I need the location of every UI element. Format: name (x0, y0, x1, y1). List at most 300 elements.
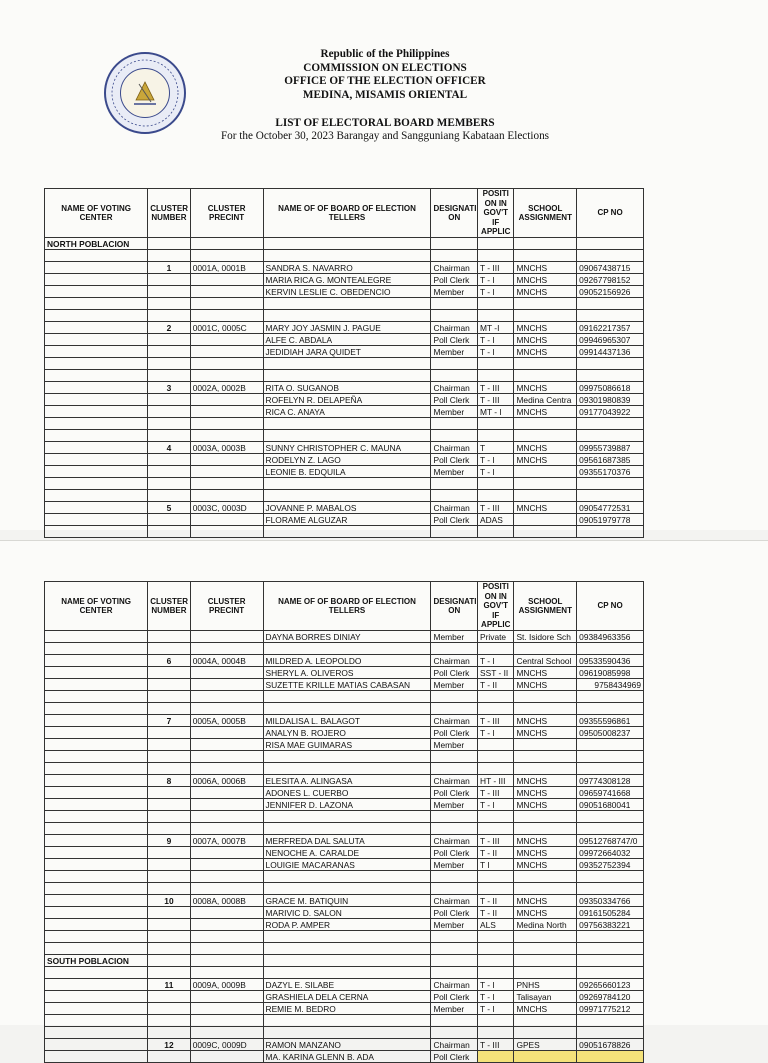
cell-cluster-number (148, 907, 190, 919)
cell-cluster-number (148, 526, 190, 538)
cell-cp-no: 09355170376 (577, 466, 644, 478)
cell-voting-center (45, 871, 148, 883)
cell-cluster-precint (190, 703, 263, 715)
cell-cluster-precint (190, 787, 263, 799)
cell-cp-no (577, 871, 644, 883)
cell-cp-no (577, 763, 644, 775)
cell-voting-center (45, 526, 148, 538)
cell-position: T - I (478, 346, 514, 358)
cell-cluster-precint (190, 526, 263, 538)
header-cp-no: CP NO (577, 582, 644, 631)
cell-designation (431, 418, 478, 430)
cell-school (514, 943, 577, 955)
cell-designation: Chairman (431, 715, 478, 727)
cell-teller-name (263, 823, 431, 835)
cell-school: MNCHS (514, 382, 577, 394)
cell-cp-no (577, 418, 644, 430)
cell-cluster-number (148, 991, 190, 1003)
spacer-row (45, 943, 644, 955)
cell-designation: Member (431, 919, 478, 931)
cell-cluster-number (148, 1051, 190, 1063)
spacer-row (45, 1027, 644, 1039)
cell-designation (431, 643, 478, 655)
header-position: POSITI ON IN GOV'T IF APPLIC (478, 582, 514, 631)
cell-school (514, 358, 577, 370)
cell-cluster-number (148, 514, 190, 526)
cell-voting-center (45, 310, 148, 322)
cell-cluster-number (148, 667, 190, 679)
cell-cp-no: 09265660123 (577, 979, 644, 991)
cell-teller-name: LEONIE B. EDQUILA (263, 466, 431, 478)
cell-designation: Chairman (431, 895, 478, 907)
cell-teller-name (263, 370, 431, 382)
cell-teller-name: RODELYN Z. LAGO (263, 454, 431, 466)
cell-cluster-number (148, 943, 190, 955)
cell-school (514, 823, 577, 835)
cell-designation (431, 871, 478, 883)
cell-position (478, 883, 514, 895)
cell-cluster-number (148, 454, 190, 466)
cell-school (514, 310, 577, 322)
cell-cluster-precint (190, 823, 263, 835)
cell-designation (431, 751, 478, 763)
cell-cluster-precint (190, 310, 263, 322)
cell-voting-center (45, 655, 148, 667)
cell-designation: Poll Clerk (431, 727, 478, 739)
cell-cluster-number (148, 739, 190, 751)
cell-school: MNCHS (514, 406, 577, 418)
cell-designation: Member (431, 799, 478, 811)
cell-cluster-precint (190, 931, 263, 943)
cell-position: SST - II (478, 667, 514, 679)
spacer-row (45, 298, 644, 310)
cell-voting-center (45, 478, 148, 490)
header-designation: DESIGNATI ON (431, 582, 478, 631)
member-row (45, 346, 644, 358)
header-tellers: NAME OF OF BOARD OF ELECTION TELLERS (263, 189, 431, 238)
cell-school (514, 871, 577, 883)
cell-cp-no (577, 298, 644, 310)
cell-cluster-number (148, 631, 190, 643)
cell-school: Central School (514, 655, 577, 667)
cell-voting-center (45, 502, 148, 514)
cell-position (478, 943, 514, 955)
cell-designation (431, 691, 478, 703)
cell-cluster-precint (190, 514, 263, 526)
cell-cluster-precint (190, 430, 263, 442)
cell-cp-no: 09659741668 (577, 787, 644, 799)
cell-designation (431, 526, 478, 538)
cell-voting-center (45, 406, 148, 418)
cell-school (514, 490, 577, 502)
cell-position: T - I (478, 799, 514, 811)
cell-cluster-number (148, 406, 190, 418)
cell-cluster-number (148, 859, 190, 871)
cell-cluster-precint: 0001A, 0001B (190, 262, 263, 274)
cell-cluster-number (148, 919, 190, 931)
cell-school (514, 739, 577, 751)
cell-designation (431, 490, 478, 502)
spacer-row (45, 811, 644, 823)
cell-designation (431, 967, 478, 979)
cell-school (514, 883, 577, 895)
cell-voting-center (45, 943, 148, 955)
cell-designation (431, 238, 478, 250)
member-row (45, 442, 644, 454)
cell-cp-no: 09067438715 (577, 262, 644, 274)
cell-position (478, 643, 514, 655)
cell-school (514, 955, 577, 967)
cell-cluster-precint (190, 691, 263, 703)
cell-school (514, 811, 577, 823)
cell-designation: Poll Clerk (431, 991, 478, 1003)
cell-voting-center (45, 991, 148, 1003)
cell-cluster-number: 9 (148, 835, 190, 847)
cell-cluster-number (148, 478, 190, 490)
cell-voting-center (45, 442, 148, 454)
cell-cluster-number (148, 871, 190, 883)
member-row (45, 727, 644, 739)
cell-teller-name: RODA P. AMPER (263, 919, 431, 931)
cell-cluster-number (148, 370, 190, 382)
cell-cluster-precint (190, 490, 263, 502)
cell-cp-no (577, 1051, 644, 1063)
cell-cp-no: 09971775212 (577, 1003, 644, 1015)
cell-school (514, 967, 577, 979)
header-school-assignment: SCHOOL ASSIGNMENT (514, 582, 577, 631)
cell-teller-name: GRACE M. BATIQUIN (263, 895, 431, 907)
cell-cluster-number (148, 823, 190, 835)
cell-teller-name (263, 490, 431, 502)
cell-cluster-number: 8 (148, 775, 190, 787)
cell-designation (431, 931, 478, 943)
cell-teller-name: ADONES L. CUERBO (263, 787, 431, 799)
cell-cp-no (577, 478, 644, 490)
cell-teller-name (263, 238, 431, 250)
cell-designation: Poll Clerk (431, 454, 478, 466)
cell-teller-name (263, 955, 431, 967)
cell-cp-no (577, 1027, 644, 1039)
cell-teller-name: RITA O. SUGANOB (263, 382, 431, 394)
cell-cluster-number (148, 310, 190, 322)
cell-designation (431, 298, 478, 310)
cell-cluster-precint (190, 418, 263, 430)
cell-cluster-number (148, 703, 190, 715)
cell-cp-no: 09269784120 (577, 991, 644, 1003)
cell-designation (431, 943, 478, 955)
header-cluster-precint: CLUSTER PRECINT (190, 582, 263, 631)
cell-designation: Chairman (431, 835, 478, 847)
cell-cluster-precint (190, 250, 263, 262)
cell-position: Private (478, 631, 514, 643)
cell-teller-name: DAYNA BORRES DINIAY (263, 631, 431, 643)
header-cluster-precint: CLUSTER PRECINT (190, 189, 263, 238)
cell-designation: Member (431, 679, 478, 691)
cell-cluster-precint (190, 859, 263, 871)
cell-cp-no: 09955739887 (577, 442, 644, 454)
cell-voting-center: SOUTH POBLACION (45, 955, 148, 967)
cell-teller-name (263, 418, 431, 430)
cell-cp-no (577, 691, 644, 703)
cell-voting-center (45, 418, 148, 430)
cell-teller-name: RICA C. ANAYA (263, 406, 431, 418)
cell-cp-no: 09619085998 (577, 667, 644, 679)
cell-cluster-number: 5 (148, 502, 190, 514)
header-cluster-number: CLUSTER NUMBER (148, 582, 190, 631)
cell-cp-no (577, 526, 644, 538)
cell-voting-center (45, 679, 148, 691)
cell-cluster-precint (190, 727, 263, 739)
cell-voting-center (45, 490, 148, 502)
cell-cluster-precint (190, 871, 263, 883)
cell-position (478, 811, 514, 823)
cell-cluster-precint (190, 466, 263, 478)
cell-voting-center (45, 835, 148, 847)
cell-position: T - I (478, 466, 514, 478)
cell-designation (431, 430, 478, 442)
cell-voting-center (45, 823, 148, 835)
cell-school: MNCHS (514, 454, 577, 466)
cell-cp-no (577, 490, 644, 502)
cell-cluster-number: 11 (148, 979, 190, 991)
cell-position (478, 703, 514, 715)
letterhead-line-2: COMMISSION ON ELECTIONS (303, 61, 467, 74)
cell-cluster-number (148, 430, 190, 442)
cell-teller-name (263, 298, 431, 310)
header-cp-no: CP NO (577, 189, 644, 238)
member-row (45, 655, 644, 667)
letterhead-line-3: OFFICE OF THE ELECTION OFFICER (284, 75, 486, 87)
cell-cluster-precint (190, 811, 263, 823)
spacer-row (45, 763, 644, 775)
cell-position: T - III (478, 394, 514, 406)
cell-teller-name: JENNIFER D. LAZONA (263, 799, 431, 811)
cell-cluster-precint: 0004A, 0004B (190, 655, 263, 667)
cell-cluster-precint (190, 739, 263, 751)
cell-school: MNCHS (514, 502, 577, 514)
cell-cluster-precint (190, 1015, 263, 1027)
cell-teller-name (263, 643, 431, 655)
member-row (45, 262, 644, 274)
cell-cp-no: 09756383221 (577, 919, 644, 931)
cell-position: T I (478, 859, 514, 871)
cell-voting-center (45, 358, 148, 370)
cell-cluster-precint (190, 907, 263, 919)
member-row (45, 454, 644, 466)
cell-cp-no: 09355596861 (577, 715, 644, 727)
member-row (45, 322, 644, 334)
cell-cluster-number (148, 346, 190, 358)
cell-cluster-number: 6 (148, 655, 190, 667)
cell-cluster-precint: 0001C, 0005C (190, 322, 263, 334)
cell-cluster-precint: 0007A, 0007B (190, 835, 263, 847)
cell-cluster-number (148, 763, 190, 775)
cell-cluster-number (148, 643, 190, 655)
spacer-row (45, 871, 644, 883)
member-row (45, 847, 644, 859)
cell-cp-no: 09561687385 (577, 454, 644, 466)
cell-school: MNCHS (514, 727, 577, 739)
cell-teller-name (263, 1015, 431, 1027)
area-row (45, 955, 644, 967)
cell-cluster-number (148, 799, 190, 811)
cell-school (514, 238, 577, 250)
cell-cp-no: 09914437136 (577, 346, 644, 358)
cell-designation: Chairman (431, 1039, 478, 1051)
cell-cluster-precint (190, 799, 263, 811)
cell-voting-center (45, 1051, 148, 1063)
cell-voting-center (45, 394, 148, 406)
cell-designation: Poll Clerk (431, 394, 478, 406)
cell-cp-no (577, 370, 644, 382)
header-position: POSITI ON IN GOV'T IF APPLIC (478, 189, 514, 238)
cell-cluster-precint (190, 454, 263, 466)
cell-cp-no: 09533590436 (577, 655, 644, 667)
cell-cp-no (577, 811, 644, 823)
member-row (45, 799, 644, 811)
cell-position: T - III (478, 1039, 514, 1051)
cell-school (514, 691, 577, 703)
cell-school: MNCHS (514, 442, 577, 454)
cell-school (514, 526, 577, 538)
cell-voting-center (45, 775, 148, 787)
cell-voting-center (45, 883, 148, 895)
cell-voting-center (45, 262, 148, 274)
cell-voting-center (45, 250, 148, 262)
cell-cluster-precint (190, 478, 263, 490)
cell-cluster-number: 1 (148, 262, 190, 274)
cell-voting-center (45, 895, 148, 907)
cell-voting-center (45, 847, 148, 859)
document-title-block (120, 117, 650, 143)
cell-designation: Chairman (431, 322, 478, 334)
cell-designation (431, 370, 478, 382)
header-tellers: NAME OF OF BOARD OF ELECTION TELLERS (263, 582, 431, 631)
cell-voting-center (45, 286, 148, 298)
cell-teller-name: LOUIGIE MACARANAS (263, 859, 431, 871)
cell-cp-no: 09267798152 (577, 274, 644, 286)
cell-position (478, 526, 514, 538)
spacer-row (45, 358, 644, 370)
cell-voting-center: NORTH POBLACION (45, 238, 148, 250)
cell-school: MNCHS (514, 835, 577, 847)
cell-cluster-number (148, 490, 190, 502)
cell-position: T - I (478, 454, 514, 466)
cell-cp-no (577, 739, 644, 751)
cell-voting-center (45, 274, 148, 286)
cell-cluster-number (148, 787, 190, 799)
cell-cp-no (577, 643, 644, 655)
cell-teller-name: FLORAME ALGUZAR (263, 514, 431, 526)
cell-voting-center (45, 382, 148, 394)
spacer-row (45, 418, 644, 430)
cell-position (478, 238, 514, 250)
cell-position: T - I (478, 334, 514, 346)
cell-voting-center (45, 715, 148, 727)
document-subtitle: For the October 30, 2023 Barangay and Sangguniang Kabataan Elections (220, 130, 550, 142)
cell-cluster-number (148, 1003, 190, 1015)
cell-position (478, 478, 514, 490)
letterhead-line-1: Republic of the Philippines (320, 48, 450, 60)
cell-voting-center (45, 1027, 148, 1039)
cell-teller-name: ELESITA A. ALINGASA (263, 775, 431, 787)
cell-teller-name (263, 430, 431, 442)
cell-school (514, 763, 577, 775)
cell-position (478, 763, 514, 775)
cell-teller-name (263, 871, 431, 883)
cell-cluster-precint (190, 847, 263, 859)
cell-cp-no: 9758434969 (577, 679, 644, 691)
cell-cp-no: 09162217357 (577, 322, 644, 334)
cell-voting-center (45, 667, 148, 679)
cell-cluster-number: 7 (148, 715, 190, 727)
cell-designation (431, 703, 478, 715)
member-row (45, 274, 644, 286)
member-row (45, 382, 644, 394)
cell-cp-no: 09975086618 (577, 382, 644, 394)
header-school-assignment: SCHOOL ASSIGNMENT (514, 189, 577, 238)
cell-voting-center (45, 751, 148, 763)
cell-teller-name (263, 526, 431, 538)
cell-cluster-precint: 0009C, 0009D (190, 1039, 263, 1051)
cell-designation: Member (431, 631, 478, 643)
cell-cluster-precint (190, 967, 263, 979)
cell-position (478, 751, 514, 763)
member-row (45, 859, 644, 871)
cell-position: T - II (478, 907, 514, 919)
cell-school: MNCHS (514, 847, 577, 859)
cell-teller-name: KERVIN LESLIE C. OBEDENCIO (263, 286, 431, 298)
cell-designation: Chairman (431, 442, 478, 454)
cell-teller-name: DAZYL E. SILABE (263, 979, 431, 991)
cell-cluster-number: 3 (148, 382, 190, 394)
document-page-1 (0, 0, 768, 530)
document-page-2 (0, 540, 768, 1062)
member-row (45, 334, 644, 346)
cell-position (478, 691, 514, 703)
cell-designation (431, 310, 478, 322)
cell-position: T - III (478, 502, 514, 514)
cell-designation: Chairman (431, 502, 478, 514)
cell-designation: Poll Clerk (431, 274, 478, 286)
cell-cluster-precint: 0002A, 0002B (190, 382, 263, 394)
cell-teller-name (263, 943, 431, 955)
spacer-row (45, 691, 644, 703)
cell-cp-no: 09946965307 (577, 334, 644, 346)
cell-position (478, 430, 514, 442)
cell-cluster-number (148, 1027, 190, 1039)
cell-position (478, 931, 514, 943)
cell-voting-center (45, 763, 148, 775)
cell-teller-name: MARIVIC D. SALON (263, 907, 431, 919)
cell-cluster-precint (190, 763, 263, 775)
cell-teller-name: MILDRED A. LEOPOLDO (263, 655, 431, 667)
header-designation: DESIGNATI ON (431, 189, 478, 238)
cell-position: T - I (478, 274, 514, 286)
cell-voting-center (45, 739, 148, 751)
cell-teller-name (263, 967, 431, 979)
cell-school: MNCHS (514, 859, 577, 871)
member-row (45, 715, 644, 727)
cell-voting-center (45, 1003, 148, 1015)
cell-school (514, 478, 577, 490)
cell-cp-no (577, 883, 644, 895)
cell-designation: Member (431, 466, 478, 478)
cell-designation: Member (431, 859, 478, 871)
cell-school (514, 466, 577, 478)
member-row (45, 895, 644, 907)
cell-school (514, 430, 577, 442)
